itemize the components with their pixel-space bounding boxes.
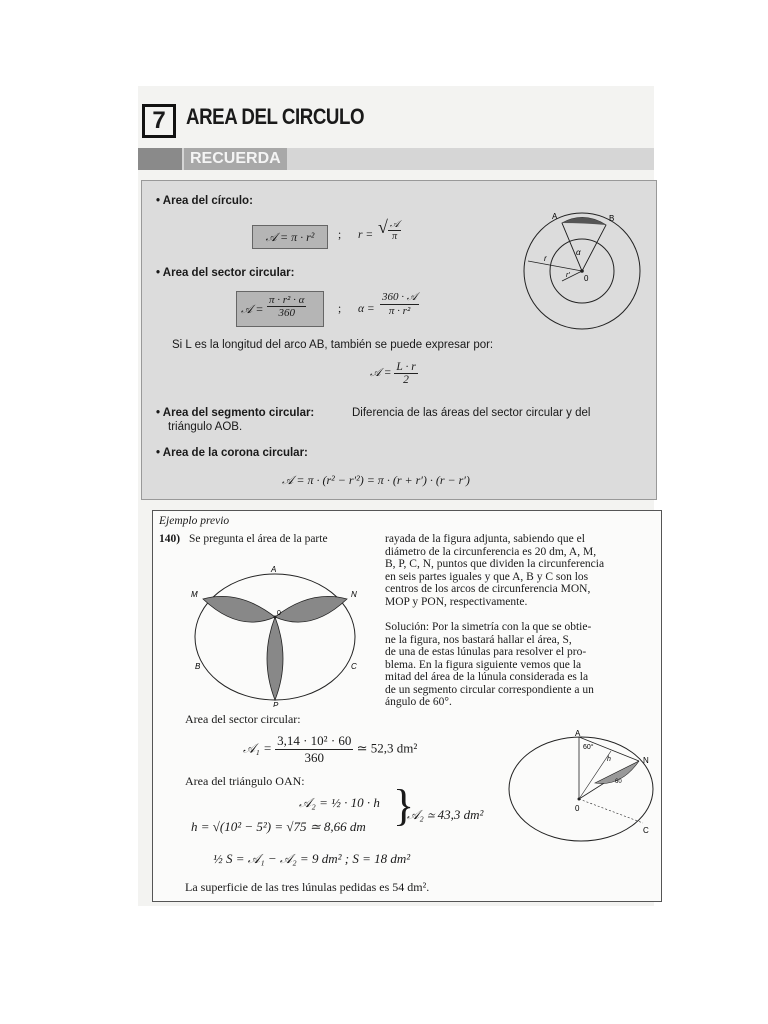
area-sector-label: • Area del sector circular: (156, 267, 295, 279)
section-header (138, 98, 654, 138)
corona-formula: 𝒜 = π · (r² − r′²) = π · (r + r′) · (r − r′) (282, 473, 470, 487)
alpha-lhs: α = (358, 303, 375, 315)
recuerda-box (141, 180, 657, 500)
formula-separator: ; (338, 229, 342, 241)
fig1-label-m: M (191, 590, 198, 599)
fig-label-o: 0 (584, 274, 589, 283)
fig2-label-h: h (607, 756, 611, 763)
lunes-figure (189, 557, 369, 707)
radius-lhs: r = (358, 229, 374, 241)
fig2-label-c: C (643, 826, 649, 835)
fig-label-r: r (544, 254, 547, 263)
section-title: AREA DEL CIRCULO (186, 104, 365, 129)
triangle-label: Area del triángulo OAN: (185, 774, 305, 788)
conclusion-text: La superficie de las tres lúnulas pedidas es 54 dm². (185, 880, 430, 894)
segmento-text-2: triángulo AOB. (168, 421, 243, 433)
corona-figure (514, 199, 648, 333)
fig2-label-a: A (575, 729, 581, 738)
fig1-label-a: A (271, 565, 277, 574)
radius-formula: √ $\frac{\text{𝒜}}{\pi}$ (378, 217, 400, 242)
fig1-label-b: B (195, 662, 201, 671)
fig1-label-c: C (351, 662, 357, 671)
area-circulo-formula: 𝒜 = π · r² (252, 225, 328, 249)
fig2-label-angle: 60° (583, 744, 594, 751)
a2-result: 𝒜₂ ≃ 43,3 dm² (407, 807, 484, 822)
band-label: RECUERDA (184, 148, 287, 170)
s-formula: ½ S = 𝒜₁ − 𝒜₂ = 9 dm² ; S = 18 dm² (213, 851, 411, 866)
section-number: 7 (142, 104, 176, 138)
lune-mon-right (275, 596, 347, 622)
fig1-label-n: N (351, 590, 357, 599)
example-first-line: Se pregunta el área de la parte (189, 533, 328, 545)
fig-label-alpha: α (576, 248, 581, 257)
segmento-text: Diferencia de las áreas del sector circular y del (352, 407, 591, 419)
problem-text: rayada de la figura adjunta, sabiendo que el diámetro de la circunferencia es 20 dm, A, M, B, P, C, N, puntos que dividen la circunferencia en seis partes iguales y que A, B y C son los centros de los arcos de circunferencia MON, MOP y PON, respectivamente. (385, 533, 605, 608)
area-circulo-label: • Area del círculo: (156, 195, 253, 207)
fig2-label-sixty: 60 (615, 779, 622, 785)
example-heading: Ejemplo previo (159, 515, 230, 527)
lune-mon-left (203, 596, 275, 622)
fig-label-a: A (552, 212, 558, 221)
fig1-label-p: P (273, 701, 279, 707)
area-sector-formula: 𝒜 = $\frac{\text{π · r² · α}}{360}$ (236, 291, 324, 327)
lune-p (267, 617, 283, 700)
fig2-label-o: 0 (575, 804, 580, 813)
solution-text: Solución: Por la simetría con la que se obtie- ne la figura, nos bastará hallar el área, S, de una de estas lúnulas para resolver el pro- blema. En la figura siguiente vemos que la mitad del área de la lúnula considerada es la de un segmento circular correspondiente a un ángulo de 60°. (385, 621, 594, 708)
recuerda-band (138, 148, 654, 170)
fig1-label-o: 0 (277, 610, 281, 617)
arc-formula: 𝒜 = $\frac{L \cdot r}{2}$ (370, 361, 416, 386)
alpha-formula: $\frac{\text{360 · 𝒜}}{\text{π · r²}}$ (382, 291, 418, 317)
brace: } (393, 781, 415, 830)
sector-label: Area del sector circular: (185, 712, 301, 726)
fig2-label-n: N (643, 756, 649, 765)
h-formula: h = √(10² − 5²) = √75 ≃ 8,66 dm (191, 819, 366, 834)
band-marker (138, 148, 182, 170)
example-number: 140) (159, 533, 181, 545)
fig-label-r-prime: r′ (566, 272, 570, 279)
example-box (152, 510, 662, 902)
segmento-label: • Area del segmento circular: (156, 407, 315, 419)
corona-label: • Area de la corona circular: (156, 447, 308, 459)
a2-formula: 𝒜₂ = ½ · 10 · h (299, 795, 380, 810)
fig-label-b: B (609, 214, 615, 223)
arc-text: Si L es la longitud del arco AB, también se puede expresar por: (172, 339, 494, 351)
formula-separator-2: ; (338, 303, 342, 315)
segment-figure (503, 727, 659, 845)
a1-formula: 𝒜₁ = $\frac{\text{3,14 · 10² · 60}}{360}$ ≃ 52,3 dm² (243, 733, 418, 765)
